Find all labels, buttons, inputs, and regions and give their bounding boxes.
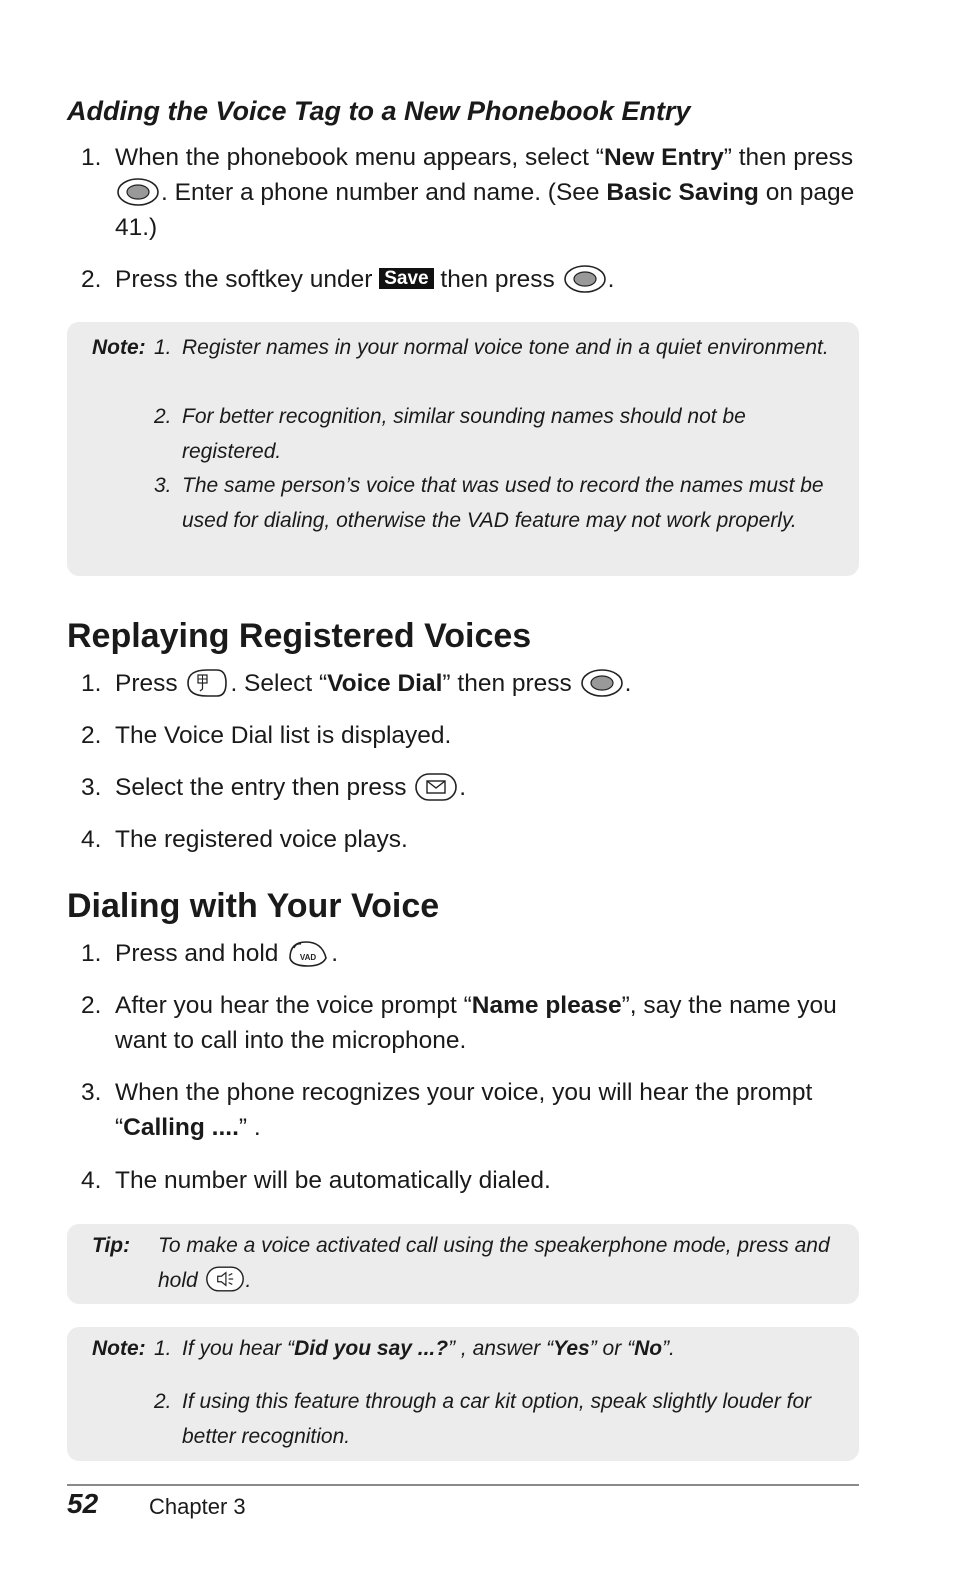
- chapter-label: Chapter 3: [149, 1494, 246, 1519]
- footer-divider: [67, 1484, 859, 1486]
- step-press-hold: 1. Press and hold VAD .: [81, 940, 339, 967]
- section-heading: Dialing with Your Voice: [67, 887, 440, 925]
- step-recognition: 3. When the phone recognizes your voice, you will hear the prompt “Calling ....” .: [81, 1079, 813, 1141]
- section-heading: Replaying Registered Voices: [67, 617, 532, 655]
- menu-key-icon: [185, 668, 229, 698]
- speaker-key-icon: [205, 1265, 245, 1293]
- note-label: Note:: [92, 336, 146, 359]
- message-key-icon: [414, 772, 458, 802]
- note-item: 3. The same person’s voice that was used to record the names must be used for dialing, otherwise the VAD feature may not work properly.: [154, 474, 824, 532]
- tip-item: Tip: To make a voice activated call using the speakerphone mode, press and hold .: [92, 1228, 837, 1298]
- ok-key-icon: [580, 668, 624, 698]
- step-say-name: 2. After you hear the voice prompt “Name please”, say the name you want to call into the microphone.: [81, 992, 837, 1054]
- step-new-entry: 1. When the phonebook menu appears, select “New Entry” then press . Enter a phone number and name. (See Basic Saving on page 41.): [81, 144, 855, 241]
- note-box: [67, 322, 859, 576]
- tip-box: [67, 1224, 859, 1304]
- step-voice-dial: 1. Press . Select “Voice Dial” then press .: [81, 670, 632, 697]
- ok-key-icon: [563, 264, 607, 294]
- step-save-softkey: 2. Press the softkey under Save then press .: [81, 266, 615, 293]
- page-number: 52: [67, 1488, 99, 1519]
- note-item: Note: 1. If you hear “Did you say ...?” , answer “Yes” or “No”.: [92, 1331, 837, 1366]
- step-auto-dial: 4. The number will be automatically dialed.: [81, 1167, 551, 1194]
- tip-label: Tip:: [92, 1234, 131, 1257]
- step-list-displayed: 2. The Voice Dial list is displayed.: [81, 722, 452, 749]
- step-voice-plays: 4. The registered voice plays.: [81, 826, 408, 853]
- save-softkey-label: Save: [379, 268, 433, 289]
- subsection-heading: Adding the Voice Tag to a New Phonebook Entry: [67, 96, 691, 126]
- ok-key-icon: [116, 177, 160, 207]
- svg-text:VAD: VAD: [300, 953, 317, 962]
- note-box: [67, 1327, 859, 1461]
- step-select-entry: 3. Select the entry then press .: [81, 774, 467, 801]
- note-item: 2. For better recognition, similar sounding names should not be registered.: [154, 405, 746, 463]
- note-item: 2. If using this feature through a car kit option, speak slightly louder for better recognition.: [154, 1390, 812, 1448]
- note-label: Note:: [92, 1337, 146, 1360]
- vad-key-icon: [286, 938, 330, 968]
- note-item: Note: 1. Register names in your normal voice tone and in a quiet environment.: [92, 330, 837, 365]
